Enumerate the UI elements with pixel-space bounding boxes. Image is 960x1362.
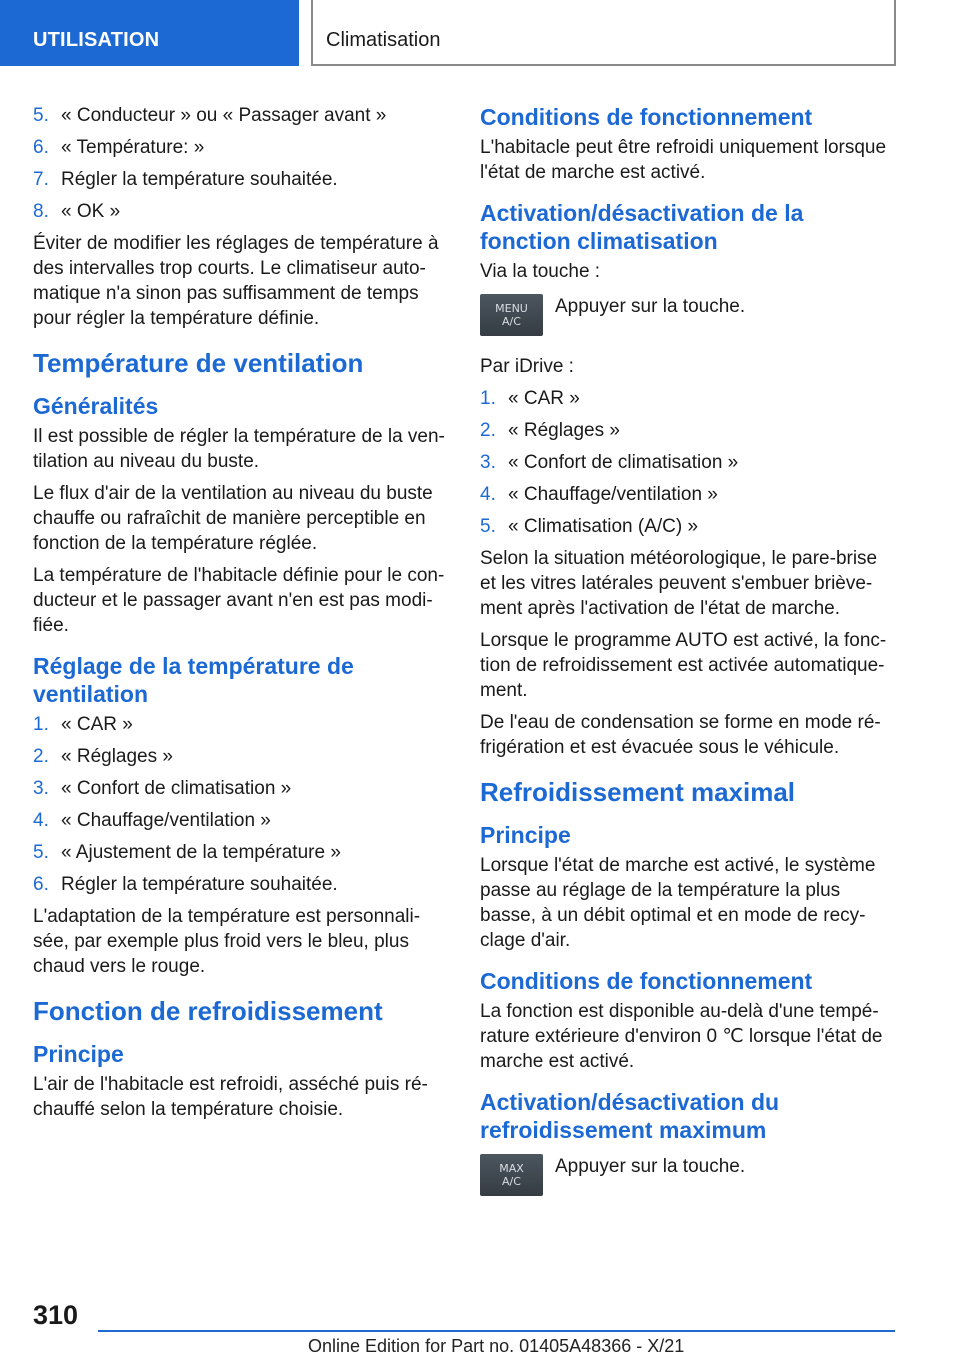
key-instruction-text: Appuyer sur la touche. [555,1156,746,1177]
key-instruction-text: Appuyer sur la touche. [555,296,746,317]
paragraph: La température de l'habitacle définie pour le con-ducteur et le passager avant n'en est pas modi-fiée. [33,565,445,636]
list-item: 1. « CAR » [33,714,133,735]
list-item: 5. « Climatisation (A/C) » [480,516,699,537]
heading-max-cooling: Refroidissement maximal [480,777,796,807]
list-item: 7. Régler la température souhaitée. [33,169,338,190]
heading-ventilation-setting: Réglage de la température de ventilation [33,653,354,707]
paragraph: Via la touche : [480,261,601,282]
list-item: 2. « Réglages » [33,746,173,767]
paragraph: Par iDrive : [480,356,574,377]
list-item: 6. Régler la température souhaitée. [33,874,338,895]
key-instruction [480,1154,896,1208]
steps-list [33,712,449,897]
paragraph: Lorsque l'état de marche est activé, le système passe au réglage de la température la plus basse, à un débit optimal et en mode de recy-clage d'air. [480,855,876,951]
heading-operating-conditions: Conditions de fonctionnement [480,968,813,994]
paragraph: La fonction est disponible au-delà d'une tempé-rature extérieure d'environ 0 ℃ lorsque l'état de marche est activé. [480,1001,883,1072]
paragraph: Selon la situation météorologique, le pare-brise et les vitres latérales peuvent s'embuer briève-ment après l'activation de l'état de marche. [480,548,878,619]
page-header [0,0,960,66]
footer-divider [98,1330,895,1332]
heading-general: Généralités [33,393,159,419]
heading-ac-activation: Activation/désactivation de la fonction climatisation [480,200,804,254]
list-item: 4. « Chauffage/ventilation » [480,484,718,505]
right-column [480,103,896,1214]
paragraph: L'habitacle peut être refroidi uniquement lorsque l'état de marche est activé. [480,137,887,183]
list-item: 3. « Confort de climatisation » [33,778,292,799]
paragraph: L'air de l'habitacle est refroidi, asséché puis ré-chauffé selon la température choisie. [33,1074,428,1120]
section-tab: UTILISATION [0,0,299,66]
paragraph: L'adaptation de la température est personnali-sée, par exemple plus froid vers le bleu, plus chaud vers le rouge. [33,906,421,977]
heading-operating-conditions: Conditions de fonctionnement [480,104,813,130]
heading-principle: Principe [33,1041,124,1067]
list-item: 8. « OK » [33,201,121,222]
max-ac-button-icon: MAX A/C [480,1154,543,1196]
page-number: 310 [33,1300,79,1330]
steps-list [480,386,896,539]
chapter-title: Climatisation [311,0,896,66]
paragraph: De l'eau de condensation se forme en mode ré-frigération et est évacuée sous le véhicule. [480,712,881,758]
heading-principle: Principe [480,822,571,848]
paragraph: Le flux d'air de la ventilation au niveau du buste chauffe ou rafraîchit de manière perceptible en fonction de la température réglée. [33,483,433,554]
list-item: 4. « Chauffage/ventilation » [33,810,271,831]
key-instruction [480,294,896,348]
steps-list-continued [33,103,449,224]
list-item: 6. « Température: » [33,137,205,158]
heading-ventilation-temperature: Température de ventilation [33,348,364,378]
list-item: 3. « Confort de climatisation » [480,452,739,473]
paragraph: Lorsque le programme AUTO est activé, la fonc-tion de refroidissement est activée automatique-ment. [480,630,887,701]
paragraph: Il est possible de régler la température de la ven-tilation au niveau du buste. [33,426,445,472]
list-item: 1. « CAR » [480,388,580,409]
heading-cooling-function: Fonction de refroidissement [33,996,383,1026]
edition-note: Online Edition for Part no. 01405A48366 - X/21 [308,1336,685,1356]
list-item: 5. « Ajustement de la température » [33,842,341,863]
left-column [33,103,449,1129]
menu-ac-button-icon: MENU A/C [480,294,543,336]
list-item: 5. « Conducteur » ou « Passager avant » [33,105,387,126]
heading-max-activation: Activation/désactivation du refroidissement maximum [480,1089,780,1143]
paragraph: Éviter de modifier les réglages de température à des intervalles trop courts. Le climatiseur auto-matique n'a sinon pas suffisamment de temps pour régler la température définie. [33,233,439,329]
list-item: 2. « Réglages » [480,420,620,441]
